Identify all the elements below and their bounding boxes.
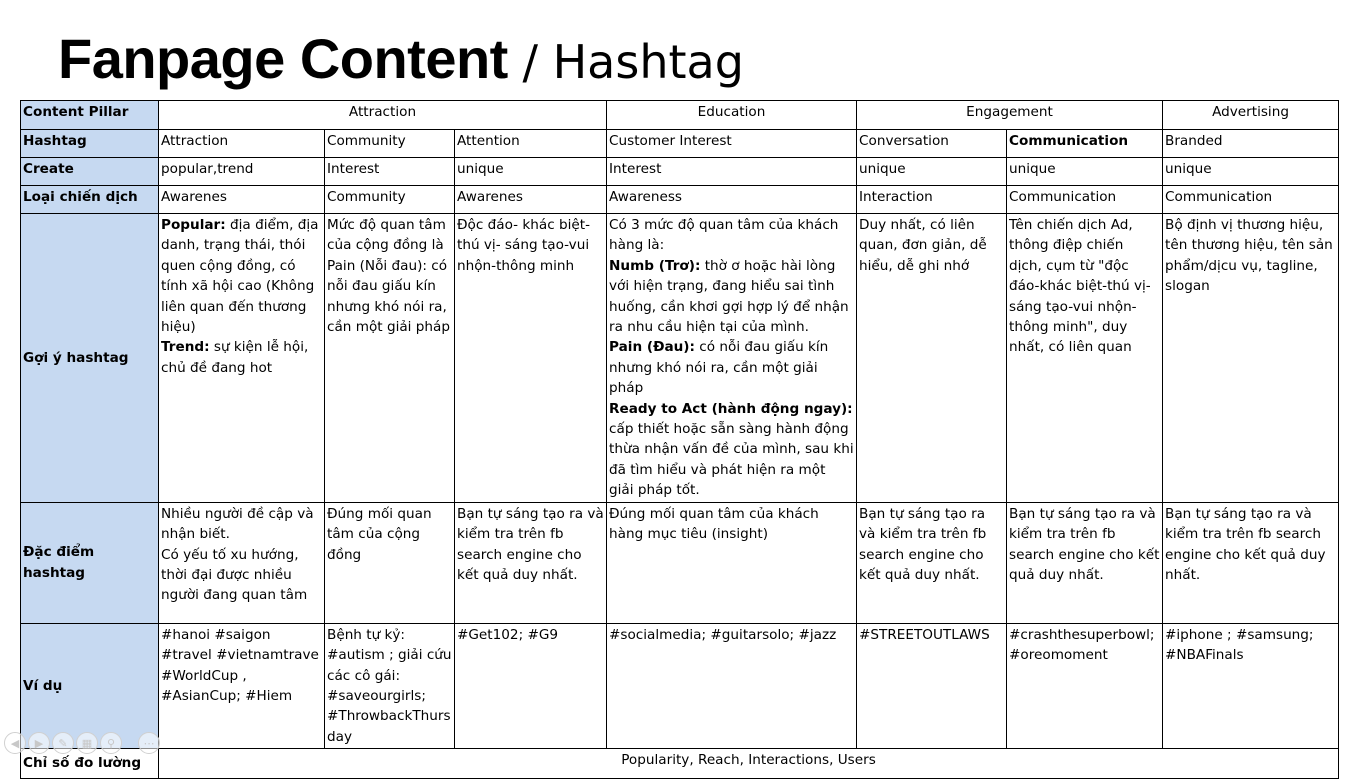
cell [607,214,857,503]
zoom-icon[interactable]: ⚲ [100,732,122,754]
slideshow-controls [4,732,160,754]
text: cấp thiết hoặc sẵn sàng hành động thừa nhận vấn đề của mình, sau khi đã tìm hiểu và phát hiện ra một giải pháp tốt. [609,421,854,499]
cell: Interaction [857,186,1007,214]
cell: Branded [1163,130,1339,158]
cell: #socialmedia; #guitarsolo; #jazz [607,623,857,748]
cell: Tên chiến dịch Ad, thông điệp chiến dịch, cụm từ "độc đáo-khác biệt-thú vị- sáng tạo-vui nhộn-thông minh", duy nhất, có liên quan [1007,214,1163,503]
text: Có 3 mức độ quan tâm của khách hàng là: [609,217,839,254]
label-hashtag-suggestions: Gợi ý hashtag [21,214,159,503]
term: Trend: [161,339,210,356]
row-hashtag-suggestions [21,214,1339,503]
cell: Awarenes [159,186,325,214]
cell: #Get102; #G9 [455,623,607,748]
page-title [58,26,744,96]
pillar-advertising: Advertising [1163,101,1339,130]
row-hashtag-traits [21,502,1339,623]
cell [159,214,325,503]
pen-icon[interactable]: ✎ [52,732,74,754]
cell: #STREETOUTLAWS [857,623,1007,748]
pillar-attraction: Attraction [159,101,607,130]
cell: #hanoi #saigon #travel #vietnamtrave #WorldCup , #AsianCup; #Hiem [159,623,325,748]
label-hashtag: Hashtag [21,130,159,158]
label-create: Create [21,158,159,186]
cell: Attention [455,130,607,158]
next-icon[interactable]: ▶ [28,732,50,754]
cell: Communication [1007,186,1163,214]
label-content-pillar: Content Pillar [21,101,159,130]
cell: Duy nhất, có liên quan, đơn giản, dễ hiểu, dễ ghi nhớ [857,214,1007,503]
label-examples: Ví dụ [21,623,159,748]
title-main: Fanpage Content [58,27,508,90]
cell: unique [857,158,1007,186]
cell: unique [1163,158,1339,186]
label-metrics: Chỉ số đo lường [21,749,159,779]
cell: Bệnh tự kỷ: #autism ; giải cứu các cô gái: #saveourgirls; #ThrowbackThurs day [325,623,455,748]
cell: Đúng mối quan tâm của cộng đồng [325,502,455,623]
cell: Interest [325,158,455,186]
cell: #crashthesuperbowl; #oreomoment [1007,623,1163,748]
label-hashtag-traits: Đặc điểm hashtag [21,502,159,623]
cell: Độc đáo- khác biệt-thú vị- sáng tạo-vui nhộn-thông minh [455,214,607,503]
term: Numb (Trơ): [609,257,701,274]
text: thờ ơ hoặc hài lòng với hiện trạng, đang hiểu sai tình huống, cần khơi gợi hợp lý để nhận ra nhu cầu hiện tại của mình. [609,257,849,336]
cell: Đúng mối quan tâm của khách hàng mục tiêu (insight) [607,502,857,623]
cell: unique [455,158,607,186]
row-create [21,158,1339,186]
row-examples [21,623,1339,748]
cell: Bạn tự sáng tạo ra và kiểm tra trên fb search engine cho kết quả duy nhất. [857,502,1007,623]
pillar-engagement: Engagement [857,101,1163,130]
row-hashtag [21,130,1339,158]
title-sub: / Hashtag [507,35,744,89]
cell: popular,trend [159,158,325,186]
pillar-education: Education [607,101,857,130]
hashtag-table [20,100,1339,779]
cell: Community [325,130,455,158]
term: Ready to Act (hành động ngay): [609,400,853,417]
cell: Communication [1163,186,1339,214]
cell: Awareness [607,186,857,214]
cell: Conversation [857,130,1007,158]
prev-icon[interactable]: ◀ [4,732,26,754]
cell: Attraction [159,130,325,158]
more-icon[interactable]: ⋯ [138,732,160,754]
cell: Bạn tự sáng tạo ra và kiểm tra trên fb search engine cho kết quả duy nhất. [1163,502,1339,623]
cell: Communication [1007,130,1163,158]
cell: Bộ định vị thương hiệu, tên thương hiệu, tên sản phẩm/dịcu vụ, tagline, slogan [1163,214,1339,503]
row-content-pillar [21,101,1339,130]
slides-icon[interactable]: ▦ [76,732,98,754]
row-campaign-type [21,186,1339,214]
text: địa điểm, địa danh, trạng thái, thói quen cộng đồng, có tính xã hội cao (Không liên quan đến thương hiệu) [161,217,319,336]
label-campaign-type: Loại chiến dịch [21,186,159,214]
text: có nỗi đau giấu kín nhưng khó nói ra, cần một giải pháp [609,339,829,397]
cell: unique [1007,158,1163,186]
cell: Mức độ quan tâm của cộng đồng là Pain (Nỗi đau): có nỗi đau giấu kín nhưng khó nói ra, cần một giải pháp [325,214,455,503]
cell: Awarenes [455,186,607,214]
cell: #iphone ; #samsung; #NBAFinals [1163,623,1339,748]
cell: Bạn tự sáng tạo ra và kiểm tra trên fb search engine cho kết quả duy nhất. [1007,502,1163,623]
text: sự kiện lễ hội, chủ đề đang hot [161,339,309,376]
term: Pain (Đau): [609,339,695,356]
cell: Community [325,186,455,214]
term: Popular: [161,217,226,233]
cell: Nhiều người đề cập và nhận biết. Có yếu tố xu hướng, thời đại được nhiều người đang quan tâm [159,502,325,623]
cell: Customer Interest [607,130,857,158]
metrics-value: Popularity, Reach, Interactions, Users [159,749,1339,779]
cell: Interest [607,158,857,186]
cell: Bạn tự sáng tạo ra và kiểm tra trên fb search engine cho kết quả duy nhất. [455,502,607,623]
